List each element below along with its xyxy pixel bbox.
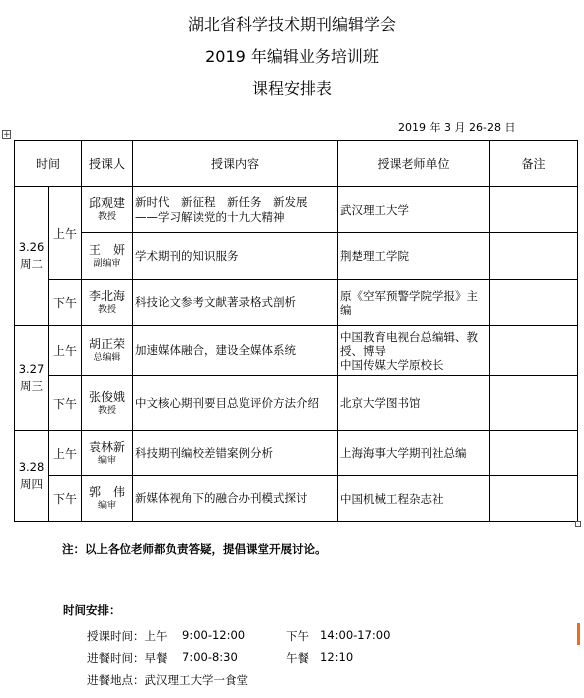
teacher-cell [82,431,133,476]
unit-cell: 中国机械工程杂志社 [338,476,490,522]
unit-line: 中国教育电视台总编辑、教 [340,329,479,344]
day-weekday: 周二 [20,257,43,271]
table-resize-handle[interactable] [575,521,581,527]
note-text: 注：以上各位老师都负责答疑，提倡课堂开展讨论。 [62,542,327,556]
note-cell [490,187,578,233]
cursor-marker [577,623,580,645]
meal-breakfast: 7:00-8:30 [182,650,238,664]
teacher-name: 邱观建 [89,196,126,210]
table-row [15,187,578,233]
table-move-handle-icon[interactable]: + [3,130,11,140]
unit-cell: 武汉理工大学 [338,187,490,233]
day-date: 3.27 [18,362,45,376]
day-date: 3.26 [18,240,45,254]
table-header-row [15,141,578,187]
teacher-title: 编审 [98,455,117,466]
session-pm: 下午 [49,476,82,522]
teacher-cell [82,376,133,431]
teacher-name: 张俊娥 [89,389,126,404]
teacher-cell [82,326,133,376]
teacher-name: 王 妍 [89,242,126,257]
meal-lunch: 12:10 [320,650,354,664]
day-date: 3.28 [18,460,45,474]
meal-place: 进餐地点：武汉理工大学一食堂 [87,673,248,687]
date-range: 2019 年 3 月 26-28 日 [398,121,516,134]
table-row [15,431,578,476]
header-note: 备注 [490,141,578,187]
day-cell [15,326,49,431]
teacher-name: 胡正荣 [89,337,126,351]
unit-cell: 原《空军预警学院学报》主编 [338,280,490,326]
table-row [15,233,578,280]
content-cell: 中文核心期刊要目总览评价方法介绍 [133,376,338,431]
unit-cell: 北京大学图书馆 [338,376,490,431]
note-cell [490,280,578,326]
schedule-table [14,140,578,522]
table-row [15,280,578,326]
teacher-name: 袁林新 [89,439,126,454]
unit-cell: 荆楚理工学院 [338,233,490,280]
document-heading: 课程安排表 [251,79,332,98]
note-cell [490,376,578,431]
table-row [15,326,578,376]
teacher-name: 李北海 [89,289,126,303]
unit-cell [338,326,490,376]
unit-line: 授、博导 [340,343,387,358]
teach-time-pm: 14:00-17:00 [320,628,391,642]
teacher-title: 总编辑 [93,353,121,363]
note-cell [490,476,578,522]
day-weekday: 周三 [20,379,43,393]
teach-time-pm-label: 下午 [286,629,309,643]
note-cell [490,326,578,376]
table-row [15,376,578,431]
meal-lunch-label: 午餐 [286,651,309,665]
session-am: 上午 [49,187,82,280]
teacher-title: 教授 [98,212,117,222]
day-weekday: 周四 [20,477,43,491]
header-teacher: 授课人 [82,141,133,187]
content-cell [133,187,338,233]
schedule-heading: 时间安排： [63,603,121,617]
session-pm: 下午 [49,280,82,326]
content-line: ——学习解读党的十九大精神 [135,209,285,224]
unit-line: 中国传媒大学原校长 [340,357,444,372]
session-am: 上午 [49,326,82,376]
header-time: 时间 [15,141,82,187]
teacher-title: 教授 [98,305,117,315]
header-content: 授课内容 [133,141,338,187]
teach-time-label: 授课时间：上午 [87,629,168,643]
header-unit: 授课老师单位 [338,141,490,187]
teacher-title: 编审 [98,501,117,511]
content-cell: 新媒体视角下的融合办刊模式探讨 [133,476,338,522]
teacher-cell [82,280,133,326]
teacher-cell [82,187,133,233]
content-cell: 学术期刊的知识服务 [133,233,338,280]
day-cell [15,187,49,326]
teacher-title: 教授 [98,405,117,416]
unit-cell: 上海海事大学期刊社总编 [338,431,490,476]
note-cell [490,233,578,280]
document-subtitle: 2019 年编辑业务培训班 [205,47,379,66]
content-cell: 科技论文参考文献著录格式剖析 [133,280,338,326]
note-cell [490,431,578,476]
content-line: 新时代 新征程 新任务 新发展 [135,194,308,209]
content-cell: 加速媒体融合，建设全媒体系统 [133,326,338,376]
teacher-name: 郭 伟 [89,485,126,499]
content-cell: 科技期刊编校差错案例分析 [133,431,338,476]
session-am: 上午 [49,431,82,476]
teacher-cell [82,476,133,522]
teacher-title: 副编审 [93,258,121,269]
teach-time-am: 9:00-12:00 [182,628,246,642]
table-row [15,476,578,522]
document-title: 湖北省科学技术期刊编辑学会 [187,15,396,34]
day-cell [15,431,49,522]
meal-time-label: 进餐时间：早餐 [87,651,168,665]
teacher-cell [82,233,133,280]
session-pm: 下午 [49,376,82,431]
